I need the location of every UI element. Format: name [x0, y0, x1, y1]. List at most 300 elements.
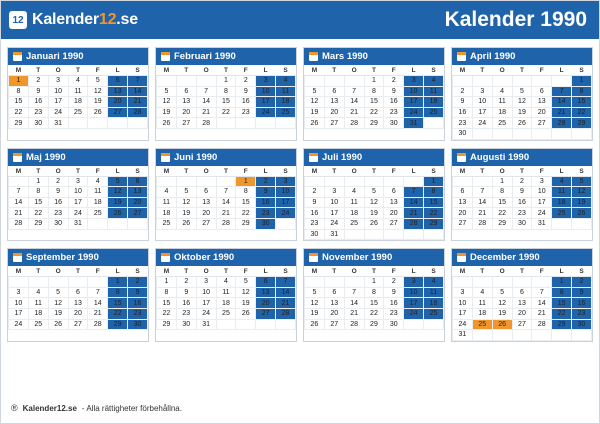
weekend-day-cell[interactable]: 4 [424, 277, 444, 288]
weekend-day-cell[interactable]: 21 [276, 298, 296, 309]
day-cell[interactable]: 31 [48, 118, 68, 129]
day-cell[interactable]: 19 [512, 107, 532, 118]
day-cell[interactable]: 17 [68, 197, 88, 208]
day-cell[interactable]: 21 [88, 308, 108, 319]
weekend-day-cell[interactable]: 9 [256, 187, 276, 198]
weekend-day-cell[interactable]: 1 [424, 176, 444, 187]
day-cell[interactable]: 8 [492, 187, 512, 198]
day-cell[interactable]: 31 [68, 218, 88, 229]
day-cell[interactable]: 29 [492, 218, 512, 229]
day-cell[interactable]: 24 [196, 308, 216, 319]
day-cell[interactable]: 31 [196, 319, 216, 330]
day-cell[interactable]: 4 [28, 287, 48, 298]
day-cell[interactable]: 21 [216, 208, 236, 219]
day-cell[interactable]: 26 [364, 218, 384, 229]
day-cell[interactable]: 16 [384, 97, 404, 108]
day-cell[interactable]: 15 [364, 97, 384, 108]
day-cell[interactable]: 26 [157, 118, 177, 129]
day-cell[interactable]: 18 [344, 208, 364, 219]
weekend-day-cell[interactable]: 16 [128, 298, 148, 309]
day-cell[interactable]: 26 [176, 218, 196, 229]
day-cell[interactable]: 17 [48, 97, 68, 108]
day-cell[interactable]: 20 [453, 208, 473, 219]
weekend-day-cell[interactable]: 28 [552, 118, 572, 129]
day-cell[interactable]: 10 [9, 298, 29, 309]
day-cell[interactable]: 30 [453, 128, 473, 139]
weekend-day-cell[interactable]: 2 [256, 176, 276, 187]
day-cell[interactable]: 14 [196, 97, 216, 108]
weekend-day-cell[interactable]: 7 [276, 277, 296, 288]
day-cell[interactable]: 12 [305, 298, 325, 309]
day-cell[interactable]: 23 [48, 208, 68, 219]
weekend-day-cell[interactable]: 13 [108, 86, 128, 97]
day-cell[interactable]: 17 [472, 107, 492, 118]
weekend-day-cell[interactable]: 20 [108, 97, 128, 108]
day-cell[interactable]: 21 [532, 308, 552, 319]
day-cell[interactable]: 18 [492, 107, 512, 118]
weekend-day-cell[interactable]: 5 [572, 176, 592, 187]
day-cell[interactable]: 5 [48, 287, 68, 298]
day-cell[interactable]: 2 [453, 86, 473, 97]
day-cell[interactable]: 11 [492, 97, 512, 108]
day-cell[interactable]: 23 [176, 308, 196, 319]
day-cell[interactable]: 11 [344, 197, 364, 208]
weekend-day-cell[interactable]: 15 [424, 197, 444, 208]
day-cell[interactable]: 31 [324, 229, 344, 240]
day-cell[interactable]: 10 [532, 187, 552, 198]
day-cell[interactable]: 11 [472, 298, 492, 309]
weekend-day-cell[interactable]: 16 [572, 298, 592, 309]
day-cell[interactable]: 27 [176, 118, 196, 129]
day-cell[interactable]: 11 [157, 197, 177, 208]
weekend-day-cell[interactable]: 10 [256, 86, 276, 97]
brand[interactable] [9, 11, 138, 29]
day-cell[interactable]: 24 [453, 319, 473, 330]
day-cell[interactable]: 19 [236, 298, 256, 309]
day-cell[interactable]: 22 [28, 208, 48, 219]
day-cell[interactable]: 13 [532, 97, 552, 108]
day-cell[interactable]: 6 [176, 86, 196, 97]
day-cell[interactable]: 9 [512, 187, 532, 198]
day-cell[interactable]: 20 [532, 107, 552, 118]
day-cell[interactable]: 28 [88, 319, 108, 330]
day-cell[interactable]: 28 [216, 218, 236, 229]
day-cell[interactable]: 6 [532, 86, 552, 97]
day-cell[interactable]: 18 [157, 208, 177, 219]
day-cell[interactable]: 4 [472, 287, 492, 298]
weekend-day-cell[interactable]: 22 [108, 308, 128, 319]
day-cell[interactable]: 20 [68, 308, 88, 319]
day-cell[interactable]: 27 [532, 118, 552, 129]
day-cell[interactable]: 15 [157, 298, 177, 309]
day-cell[interactable]: 5 [176, 187, 196, 198]
weekend-day-cell[interactable]: 14 [404, 197, 424, 208]
day-cell[interactable]: 8 [28, 187, 48, 198]
weekend-day-cell[interactable]: 14 [128, 86, 148, 97]
day-cell[interactable]: 26 [236, 308, 256, 319]
day-cell[interactable]: 17 [196, 298, 216, 309]
day-cell[interactable]: 31 [532, 218, 552, 229]
day-cell[interactable]: 29 [236, 218, 256, 229]
day-cell[interactable]: 25 [157, 218, 177, 229]
day-cell[interactable]: 16 [48, 197, 68, 208]
weekend-day-cell[interactable]: 20 [128, 197, 148, 208]
day-cell[interactable]: 5 [157, 86, 177, 97]
holiday-day-cell[interactable]: 1 [236, 176, 256, 187]
day-cell[interactable]: 16 [453, 107, 473, 118]
weekend-day-cell[interactable]: 11 [276, 86, 296, 97]
day-cell[interactable]: 1 [216, 76, 236, 87]
day-cell[interactable]: 2 [236, 76, 256, 87]
day-cell[interactable]: 30 [384, 319, 404, 330]
day-cell[interactable]: 5 [364, 187, 384, 198]
day-cell[interactable]: 19 [305, 107, 325, 118]
holiday-day-cell[interactable]: 1 [9, 76, 29, 87]
day-cell[interactable]: 6 [68, 287, 88, 298]
day-cell[interactable]: 1 [157, 277, 177, 288]
day-cell[interactable]: 25 [492, 118, 512, 129]
day-cell[interactable]: 14 [472, 197, 492, 208]
weekend-day-cell[interactable]: 28 [128, 107, 148, 118]
day-cell[interactable]: 30 [305, 229, 325, 240]
holiday-day-cell[interactable]: 25 [472, 319, 492, 330]
day-cell[interactable]: 10 [68, 187, 88, 198]
day-cell[interactable]: 20 [176, 107, 196, 118]
day-cell[interactable]: 7 [532, 287, 552, 298]
day-cell[interactable]: 14 [216, 197, 236, 208]
weekend-day-cell[interactable]: 24 [404, 107, 424, 118]
weekend-day-cell[interactable]: 17 [276, 197, 296, 208]
day-cell[interactable]: 25 [68, 107, 88, 118]
day-cell[interactable]: 12 [48, 298, 68, 309]
day-cell[interactable]: 15 [9, 97, 29, 108]
day-cell[interactable]: 23 [305, 218, 325, 229]
day-cell[interactable]: 25 [216, 308, 236, 319]
day-cell[interactable]: 19 [364, 208, 384, 219]
day-cell[interactable]: 27 [324, 118, 344, 129]
day-cell[interactable]: 22 [492, 208, 512, 219]
day-cell[interactable]: 15 [28, 197, 48, 208]
weekend-day-cell[interactable]: 10 [276, 187, 296, 198]
day-cell[interactable]: 11 [88, 187, 108, 198]
day-cell[interactable]: 20 [196, 208, 216, 219]
weekend-day-cell[interactable]: 7 [552, 86, 572, 97]
day-cell[interactable]: 11 [216, 287, 236, 298]
weekend-day-cell[interactable]: 23 [256, 208, 276, 219]
weekend-day-cell[interactable]: 27 [108, 107, 128, 118]
day-cell[interactable]: 13 [176, 97, 196, 108]
day-cell[interactable]: 19 [157, 107, 177, 118]
day-cell[interactable]: 15 [236, 197, 256, 208]
day-cell[interactable]: 3 [48, 76, 68, 87]
day-cell[interactable]: 22 [157, 308, 177, 319]
weekend-day-cell[interactable]: 28 [404, 218, 424, 229]
weekend-day-cell[interactable]: 1 [572, 76, 592, 87]
day-cell[interactable]: 3 [472, 86, 492, 97]
day-cell[interactable]: 7 [196, 86, 216, 97]
weekend-day-cell[interactable]: 20 [256, 298, 276, 309]
weekend-day-cell[interactable]: 1 [552, 277, 572, 288]
weekend-day-cell[interactable]: 30 [572, 319, 592, 330]
day-cell[interactable]: 30 [48, 218, 68, 229]
day-cell[interactable]: 9 [305, 197, 325, 208]
weekend-day-cell[interactable]: 16 [256, 197, 276, 208]
day-cell[interactable]: 27 [324, 319, 344, 330]
weekend-day-cell[interactable]: 9 [128, 287, 148, 298]
day-cell[interactable]: 8 [364, 287, 384, 298]
day-cell[interactable]: 16 [305, 208, 325, 219]
day-cell[interactable]: 13 [324, 97, 344, 108]
day-cell[interactable]: 22 [364, 308, 384, 319]
day-cell[interactable]: 28 [344, 319, 364, 330]
weekend-day-cell[interactable]: 2 [572, 277, 592, 288]
day-cell[interactable]: 7 [88, 287, 108, 298]
day-cell[interactable]: 8 [216, 86, 236, 97]
weekend-day-cell[interactable]: 30 [128, 319, 148, 330]
day-cell[interactable]: 4 [492, 86, 512, 97]
weekend-day-cell[interactable]: 22 [424, 208, 444, 219]
day-cell[interactable]: 26 [305, 319, 325, 330]
weekend-day-cell[interactable]: 12 [572, 187, 592, 198]
day-cell[interactable]: 13 [68, 298, 88, 309]
weekend-day-cell[interactable]: 15 [572, 97, 592, 108]
day-cell[interactable]: 10 [324, 197, 344, 208]
day-cell[interactable]: 21 [344, 308, 364, 319]
day-cell[interactable]: 5 [305, 86, 325, 97]
day-cell[interactable]: 22 [364, 107, 384, 118]
day-cell[interactable]: 6 [324, 287, 344, 298]
day-cell[interactable]: 5 [236, 277, 256, 288]
day-cell[interactable]: 19 [176, 208, 196, 219]
weekend-day-cell[interactable]: 13 [256, 287, 276, 298]
weekend-day-cell[interactable]: 21 [128, 97, 148, 108]
day-cell[interactable]: 10 [48, 86, 68, 97]
weekend-day-cell[interactable]: 3 [404, 277, 424, 288]
day-cell[interactable]: 27 [512, 319, 532, 330]
day-cell[interactable]: 17 [9, 308, 29, 319]
day-cell[interactable]: 7 [472, 187, 492, 198]
day-cell[interactable]: 5 [305, 287, 325, 298]
weekend-day-cell[interactable]: 10 [404, 287, 424, 298]
day-cell[interactable]: 11 [28, 298, 48, 309]
day-cell[interactable]: 4 [216, 277, 236, 288]
weekend-day-cell[interactable]: 15 [108, 298, 128, 309]
day-cell[interactable]: 8 [364, 86, 384, 97]
day-cell[interactable]: 19 [48, 308, 68, 319]
day-cell[interactable]: 18 [472, 308, 492, 319]
day-cell[interactable]: 20 [384, 208, 404, 219]
day-cell[interactable]: 9 [48, 187, 68, 198]
day-cell[interactable]: 6 [384, 187, 404, 198]
weekend-day-cell[interactable]: 25 [276, 107, 296, 118]
weekend-day-cell[interactable]: 6 [108, 76, 128, 87]
weekend-day-cell[interactable]: 22 [552, 308, 572, 319]
day-cell[interactable]: 9 [28, 86, 48, 97]
weekend-day-cell[interactable]: 29 [572, 118, 592, 129]
day-cell[interactable]: 9 [384, 287, 404, 298]
day-cell[interactable]: 2 [384, 277, 404, 288]
day-cell[interactable]: 6 [324, 86, 344, 97]
day-cell[interactable]: 4 [344, 187, 364, 198]
day-cell[interactable]: 5 [88, 76, 108, 87]
weekend-day-cell[interactable]: 8 [424, 187, 444, 198]
weekend-day-cell[interactable]: 3 [404, 76, 424, 87]
day-cell[interactable]: 16 [176, 298, 196, 309]
day-cell[interactable]: 19 [305, 308, 325, 319]
day-cell[interactable]: 12 [364, 197, 384, 208]
day-cell[interactable]: 16 [28, 97, 48, 108]
day-cell[interactable]: 13 [512, 298, 532, 309]
day-cell[interactable]: 29 [28, 218, 48, 229]
day-cell[interactable]: 23 [28, 107, 48, 118]
day-cell[interactable]: 24 [532, 208, 552, 219]
day-cell[interactable]: 22 [236, 208, 256, 219]
day-cell[interactable]: 24 [9, 319, 29, 330]
weekend-day-cell[interactable]: 12 [108, 187, 128, 198]
day-cell[interactable]: 18 [28, 308, 48, 319]
day-cell[interactable]: 14 [88, 298, 108, 309]
day-cell[interactable]: 28 [344, 118, 364, 129]
day-cell[interactable]: 17 [453, 308, 473, 319]
weekend-day-cell[interactable]: 3 [256, 76, 276, 87]
day-cell[interactable]: 1 [364, 277, 384, 288]
day-cell[interactable]: 19 [492, 308, 512, 319]
day-cell[interactable]: 12 [157, 97, 177, 108]
weekend-day-cell[interactable]: 29 [424, 218, 444, 229]
day-cell[interactable]: 8 [157, 287, 177, 298]
weekend-day-cell[interactable]: 4 [276, 76, 296, 87]
day-cell[interactable]: 30 [28, 118, 48, 129]
day-cell[interactable]: 15 [492, 197, 512, 208]
day-cell[interactable]: 5 [492, 287, 512, 298]
weekend-day-cell[interactable]: 13 [128, 187, 148, 198]
day-cell[interactable]: 24 [68, 208, 88, 219]
day-cell[interactable]: 4 [68, 76, 88, 87]
weekend-day-cell[interactable]: 23 [128, 308, 148, 319]
day-cell[interactable]: 2 [176, 277, 196, 288]
day-cell[interactable]: 1 [28, 176, 48, 187]
weekend-day-cell[interactable]: 10 [404, 86, 424, 97]
day-cell[interactable]: 27 [196, 218, 216, 229]
weekend-day-cell[interactable]: 21 [552, 107, 572, 118]
day-cell[interactable]: 28 [532, 319, 552, 330]
day-cell[interactable]: 2 [28, 76, 48, 87]
day-cell[interactable]: 3 [9, 287, 29, 298]
day-cell[interactable]: 29 [157, 319, 177, 330]
weekend-day-cell[interactable]: 31 [404, 118, 424, 129]
day-cell[interactable]: 12 [236, 287, 256, 298]
day-cell[interactable]: 10 [196, 287, 216, 298]
weekend-day-cell[interactable]: 7 [128, 76, 148, 87]
day-cell[interactable]: 18 [216, 298, 236, 309]
day-cell[interactable]: 17 [324, 208, 344, 219]
day-cell[interactable]: 5 [512, 86, 532, 97]
day-cell[interactable]: 23 [236, 107, 256, 118]
day-cell[interactable]: 15 [364, 298, 384, 309]
day-cell[interactable]: 4 [157, 187, 177, 198]
weekend-day-cell[interactable]: 18 [552, 197, 572, 208]
day-cell[interactable]: 16 [236, 97, 256, 108]
day-cell[interactable]: 21 [344, 107, 364, 118]
day-cell[interactable]: 12 [88, 86, 108, 97]
day-cell[interactable]: 23 [453, 118, 473, 129]
day-cell[interactable]: 8 [236, 187, 256, 198]
day-cell[interactable]: 25 [88, 208, 108, 219]
day-cell[interactable]: 18 [68, 97, 88, 108]
day-cell[interactable]: 14 [344, 97, 364, 108]
day-cell[interactable]: 10 [472, 97, 492, 108]
day-cell[interactable]: 16 [384, 298, 404, 309]
weekend-day-cell[interactable]: 7 [404, 187, 424, 198]
day-cell[interactable]: 29 [9, 118, 29, 129]
weekend-day-cell[interactable]: 4 [552, 176, 572, 187]
weekend-day-cell[interactable]: 8 [108, 287, 128, 298]
weekend-day-cell[interactable]: 11 [552, 187, 572, 198]
weekend-day-cell[interactable]: 25 [424, 308, 444, 319]
day-cell[interactable]: 3 [453, 287, 473, 298]
day-cell[interactable]: 7 [216, 187, 236, 198]
day-cell[interactable]: 26 [88, 107, 108, 118]
day-cell[interactable]: 12 [512, 97, 532, 108]
day-cell[interactable]: 23 [384, 308, 404, 319]
day-cell[interactable]: 27 [384, 218, 404, 229]
weekend-day-cell[interactable]: 2 [128, 277, 148, 288]
day-cell[interactable]: 26 [512, 118, 532, 129]
day-cell[interactable]: 30 [176, 319, 196, 330]
day-cell[interactable]: 14 [9, 197, 29, 208]
day-cell[interactable]: 6 [453, 187, 473, 198]
weekend-day-cell[interactable]: 29 [552, 319, 572, 330]
weekend-day-cell[interactable]: 8 [572, 86, 592, 97]
weekend-day-cell[interactable]: 8 [552, 287, 572, 298]
weekend-day-cell[interactable]: 14 [276, 287, 296, 298]
holiday-day-cell[interactable]: 26 [492, 319, 512, 330]
day-cell[interactable]: 3 [532, 176, 552, 187]
day-cell[interactable]: 19 [88, 97, 108, 108]
weekend-day-cell[interactable]: 18 [276, 97, 296, 108]
day-cell[interactable]: 29 [364, 319, 384, 330]
weekend-day-cell[interactable]: 29 [108, 319, 128, 330]
day-cell[interactable]: 3 [196, 277, 216, 288]
day-cell[interactable]: 27 [453, 218, 473, 229]
weekend-day-cell[interactable]: 24 [276, 208, 296, 219]
day-cell[interactable]: 3 [324, 187, 344, 198]
weekend-day-cell[interactable]: 15 [552, 298, 572, 309]
day-cell[interactable]: 13 [453, 197, 473, 208]
day-cell[interactable]: 22 [9, 107, 29, 118]
weekend-day-cell[interactable]: 9 [572, 287, 592, 298]
weekend-day-cell[interactable]: 24 [256, 107, 276, 118]
weekend-day-cell[interactable]: 28 [276, 308, 296, 319]
day-cell[interactable]: 24 [324, 218, 344, 229]
weekend-day-cell[interactable]: 19 [572, 197, 592, 208]
weekend-day-cell[interactable]: 30 [256, 218, 276, 229]
day-cell[interactable]: 27 [68, 319, 88, 330]
day-cell[interactable]: 9 [176, 287, 196, 298]
day-cell[interactable]: 2 [305, 187, 325, 198]
day-cell[interactable]: 3 [68, 176, 88, 187]
day-cell[interactable]: 7 [9, 187, 29, 198]
day-cell[interactable]: 14 [344, 298, 364, 309]
day-cell[interactable]: 13 [324, 298, 344, 309]
weekend-day-cell[interactable]: 17 [404, 97, 424, 108]
day-cell[interactable]: 7 [344, 86, 364, 97]
day-cell[interactable]: 21 [9, 208, 29, 219]
day-cell[interactable]: 23 [384, 107, 404, 118]
day-cell[interactable]: 7 [344, 287, 364, 298]
weekend-day-cell[interactable]: 11 [424, 86, 444, 97]
weekend-day-cell[interactable]: 22 [572, 107, 592, 118]
